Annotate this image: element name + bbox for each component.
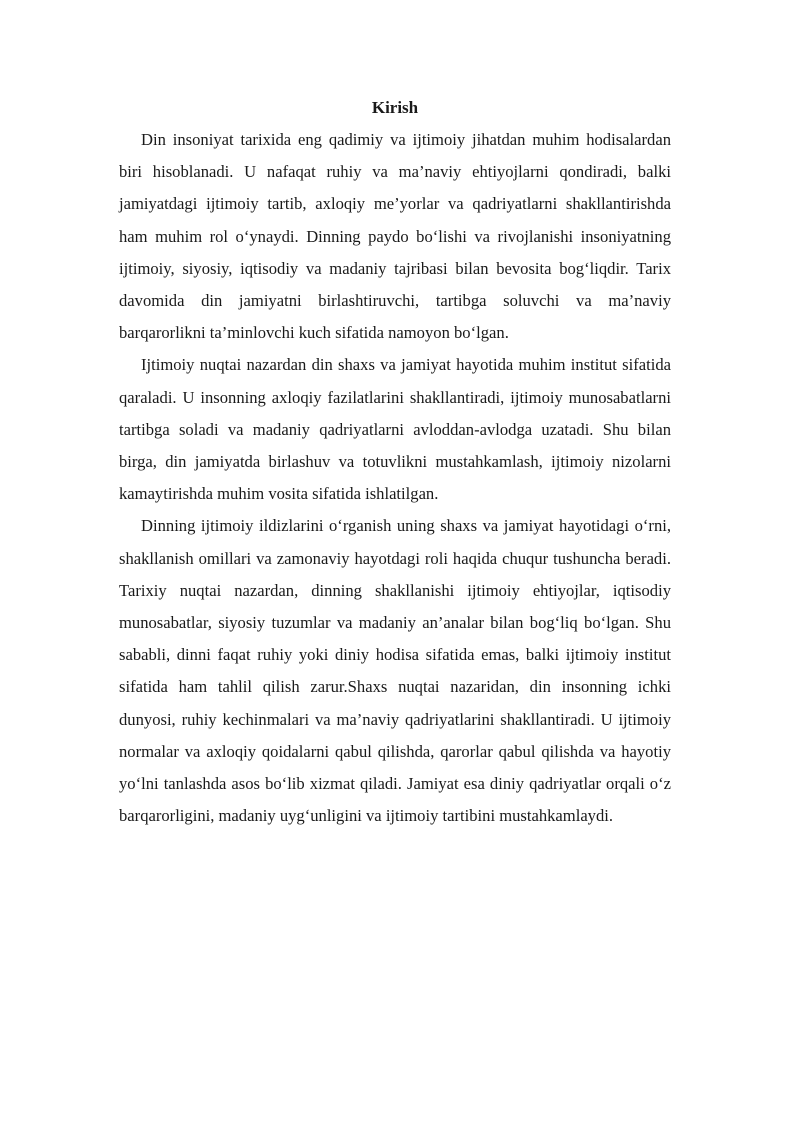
paragraph-3: Dinning ijtimoiy ildizlarini o‘rganish uning shaxs va jamiyat hayotidagi o‘rni, shakllanish omillari va zamonaviy hayotdagi roli haqida chuqur tushuncha beradi. Tarixiy nuqtai nazardan, dinning shakllanishi ijtimoiy ehtiyojlar, iqtisodiy munosabatlar, siyosiy tuzumlar va madaniy an’analar bilan bog‘liq bo‘lgan. Shu sababli, dinni faqat ruhiy yoki diniy hodisa sifatida emas, balki ijtimoiy institut sifatida ham tahlil qilish zarur.Shaxs nuqtai nazaridan, din insonning ichki dunyosi, ruhiy kechinmalari va ma’naviy qadriyatlarini shakllantiradi. U ijtimoiy normalar va axloqiy qoidalarni qabul qilishda, qarorlar qabul qilishda va hayotiy yo‘lni tanlashda asos bo‘lib xizmat qiladi. Jamiyat esa diniy qadriyatlar orqali o‘z barqarorligini, madaniy uyg‘unligini va ijtimoiy tartibini mustahkamlaydi. [119, 516, 671, 826]
paragraph-2: Ijtimoiy nuqtai nazardan din shaxs va jamiyat hayotida muhim institut sifatida qaraladi. U insonning axloqiy fazilatlarini shakllantiradi, ijtimoiy munosabatlarni tartibga soladi va madaniy qadriyatlarni avloddan-avlodga uzatadi. Shu bilan birga, din jamiyatda birlashuv va totuvlikni mustahkamlash, ijtimoiy nizolarni kamaytirishda muhim vosita sifatida ishlatilgan. [119, 355, 671, 504]
document-title: Kirish [371, 98, 419, 117]
paragraph-1: Din insoniyat tarixida eng qadimiy va ijtimoiy jihatdan muhim hodisalardan biri hisoblanadi. U nafaqat ruhiy va ma’naviy ehtiyojlarni qondiradi, balki jamiyatdagi ijtimoiy tartib, axloqiy me’yorlar va qadriyatlarni shakllantirishda ham muhim rol o‘ynaydi. Dinning paydo bo‘lishi va rivojlanishi insoniyatning ijtimoiy, siyosiy, iqtisodiy va madaniy tajribasi bilan bevosita bog‘liqdir. Tarix davomida din jamiyatni birlashtiruvchi, tartibga soluvchi va ma’naviy barqarorlikni ta’minlovchi kuch sifatida namoyon bo‘lgan. [119, 130, 671, 343]
document-page [119, 94, 671, 832]
